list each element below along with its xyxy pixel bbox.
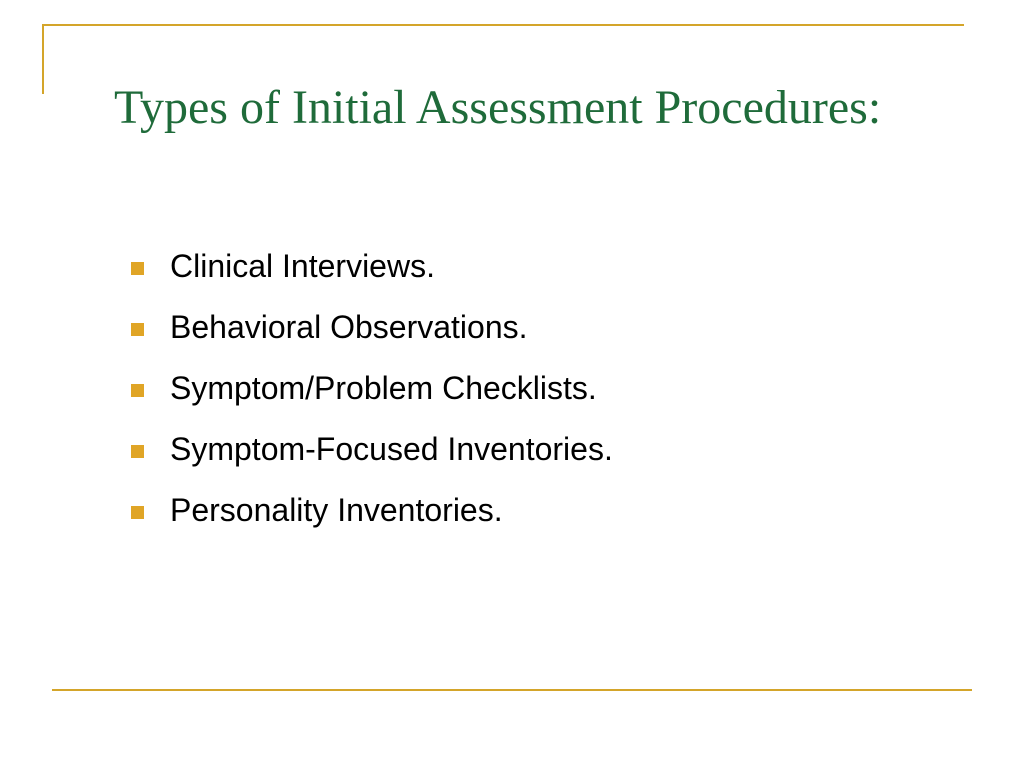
frame-left-line	[42, 24, 44, 94]
bullet-item	[130, 360, 970, 421]
bullet-item	[130, 238, 970, 299]
bullet-list	[130, 238, 970, 543]
frame-top-line	[42, 24, 964, 26]
square-bullet-icon	[131, 445, 144, 458]
bullet-text: Behavioral Observations.	[170, 309, 528, 345]
bullet-text: Clinical Interviews.	[170, 248, 435, 284]
bullet-item	[130, 421, 970, 482]
bullet-text: Personality Inventories.	[170, 492, 503, 528]
bullet-text: Symptom/Problem Checklists.	[170, 370, 597, 406]
bullet-text: Symptom-Focused Inventories.	[170, 431, 613, 467]
bullet-item	[130, 482, 970, 543]
square-bullet-icon	[131, 506, 144, 519]
square-bullet-icon	[131, 262, 144, 275]
square-bullet-icon	[131, 384, 144, 397]
bullet-item	[130, 299, 970, 360]
frame-bottom-line	[52, 689, 972, 691]
square-bullet-icon	[131, 323, 144, 336]
slide-title: Types of Initial Assessment Procedures:	[114, 81, 882, 134]
